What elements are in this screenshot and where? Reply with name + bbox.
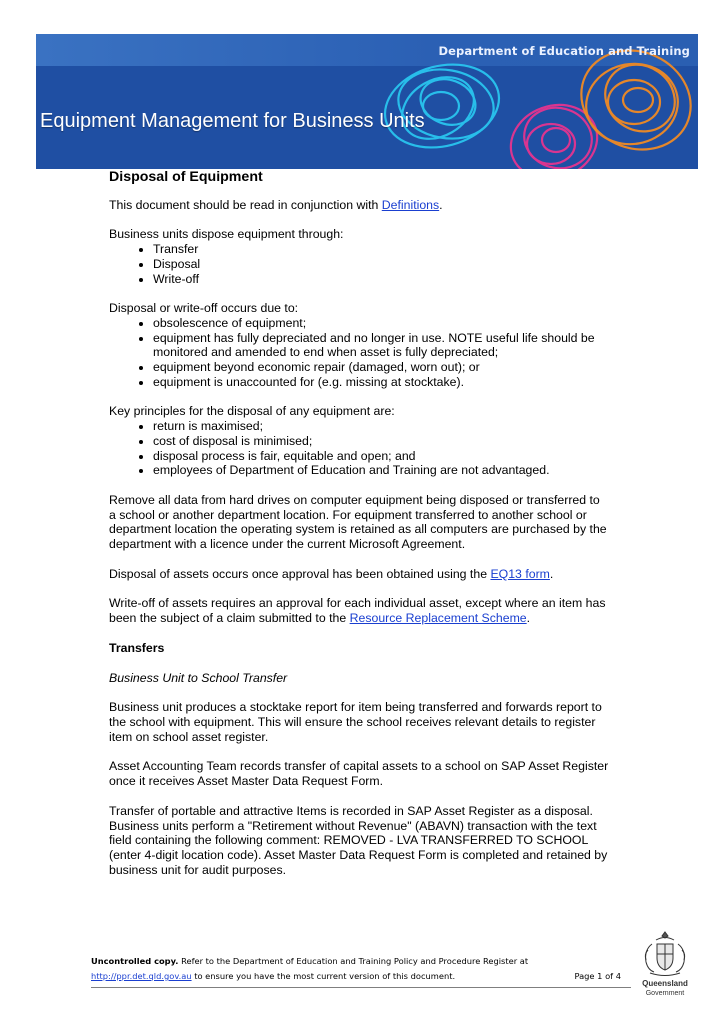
- intro-paragraph: [109, 198, 609, 213]
- principles-list: [109, 419, 609, 478]
- header-banner: [36, 34, 698, 169]
- reasons-list: [109, 316, 609, 390]
- writeoff-paragraph: [109, 596, 609, 625]
- approval-text-end: .: [549, 566, 554, 581]
- ppr-link[interactable]: http://ppr.det.qld.gov.au: [91, 971, 192, 981]
- page-footer: [91, 954, 631, 984]
- crest-text-government: Government: [645, 990, 685, 997]
- approval-paragraph: [109, 567, 609, 582]
- asset-accounting-paragraph: Asset Accounting Team records transfer of capital assets to a school on SAP Asset Register once it receives Asset Master Data Request Form.: [109, 759, 609, 789]
- list-item: • equipment is unaccounted for (e.g. missing at stocktake).: [153, 375, 609, 390]
- department-name: Department of Education and Training: [438, 44, 690, 58]
- page-title: Equipment Management for Business Units: [40, 110, 425, 132]
- list-item: • obsolescence of equipment;: [153, 316, 609, 331]
- methods-list: [109, 242, 609, 286]
- queensland-government-crest-icon: [634, 928, 696, 1000]
- stocktake-paragraph: Business unit produces a stocktake report for item being transferred and forwards report to the school with equipment. This will ensure the school receives relevant details to register item on school asset register.: [109, 700, 602, 744]
- footer-line-1: [91, 954, 631, 969]
- list-item: • Disposal: [153, 257, 609, 272]
- bu-school-transfer-heading: Business Unit to School Transfer: [109, 670, 288, 685]
- intro-text: This document should be read in conjunction with: [109, 197, 382, 212]
- writeoff-text-end: .: [526, 611, 531, 626]
- resource-replacement-scheme-link[interactable]: Resource Replacement Scheme: [349, 611, 527, 626]
- list-item: • cost of disposal is minimised;: [153, 434, 609, 449]
- footer-line-2: [91, 969, 631, 984]
- reasons-intro: Disposal or write-off occurs due to:: [109, 301, 299, 316]
- portable-items-paragraph: Transfer of portable and attractive Items is recorded in SAP Asset Register as a disposal. Business units perform a "Retirement without Revenue" (ABAVN) transaction with the text field containing the following comment: REMOVED - LVA TRANSFERRED TO SCHOOL (enter 4-digit location code). Asset Master Data Request Form is completed and retained by business unit for audit purposes.: [109, 803, 608, 877]
- page-number: Page 1 of 4: [574, 971, 621, 981]
- footer-text: Refer to the Department of Education and Training Policy and Procedure Register at: [178, 956, 529, 966]
- transfers-heading: Transfers: [109, 640, 165, 655]
- list-item: • Write-off: [153, 272, 609, 287]
- eq13-form-link[interactable]: EQ13 form: [490, 566, 550, 581]
- section-heading: Disposal of Equipment: [109, 169, 263, 185]
- methods-intro: Business units dispose equipment through:: [109, 227, 344, 242]
- approval-text: Disposal of assets occurs once approval has been obtained using the: [109, 566, 491, 581]
- list-item: • equipment beyond economic repair (damaged, worn out); or: [153, 360, 609, 375]
- list-item: • return is maximised;: [153, 419, 609, 434]
- list-item: • employees of Department of Education and Training are not advantaged.: [153, 463, 609, 478]
- list-item: • disposal process is fair, equitable and open; and: [153, 449, 609, 464]
- uncontrolled-copy-label: Uncontrolled copy.: [91, 956, 179, 966]
- principles-intro: Key principles for the disposal of any equipment are:: [109, 404, 395, 419]
- document-body: [109, 170, 609, 877]
- definitions-link[interactable]: Definitions: [381, 197, 440, 212]
- footer-divider: [91, 987, 631, 988]
- writeoff-text: Write-off of assets requires an approval for each individual asset, except where an item has been the subject of a claim submitted to the: [109, 596, 606, 626]
- crest-text-queensland: Queensland: [642, 979, 688, 988]
- list-item: • equipment has fully depreciated and no longer in use. NOTE useful life should be monitored and amended to end when asset is fully depreciated;: [153, 331, 609, 360]
- intro-text-end: .: [439, 197, 443, 212]
- list-item: • Transfer: [153, 242, 609, 257]
- data-removal-paragraph: Remove all data from hard drives on computer equipment being disposed or transferred to a school or another department location. For equipment transferred to another school or department location the operating system is retained as all computers are purchased by the department with a licence under the current Microsoft Agreement.: [109, 492, 607, 552]
- footer-text-2: to ensure you have the most current version of this document.: [191, 971, 456, 981]
